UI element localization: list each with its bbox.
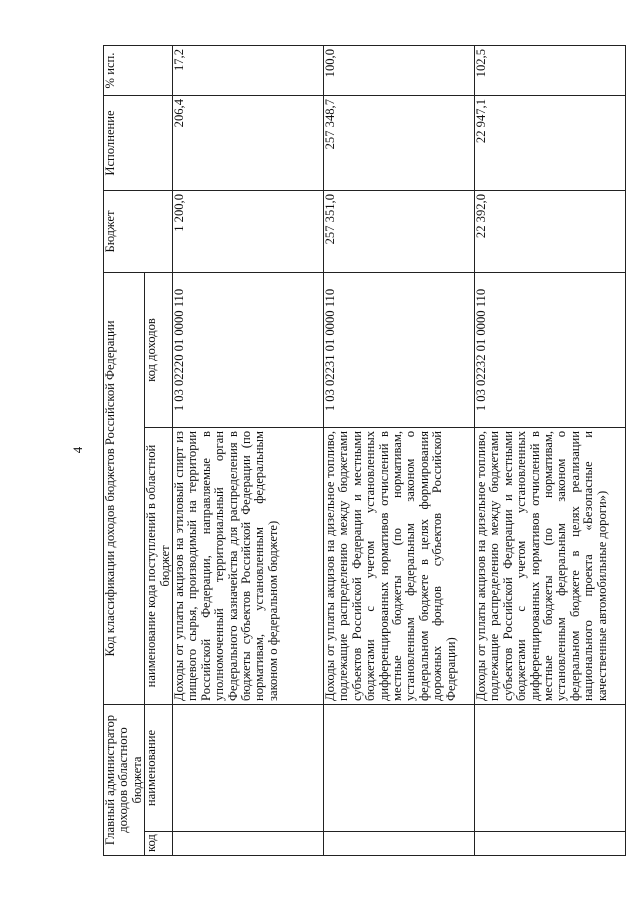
header-admin-code: код (145, 832, 173, 856)
row-budget: 22 392,0 (475, 191, 626, 273)
row-execution: 206,4 (173, 96, 324, 191)
row-description: Доходы от уплаты акцизов на дизельное топливо, подлежащие распределению между бюджетами субъектов Российской Федерации и местными бюджетами с учетом установленных дифференцированных нормативов отчислений в местные бюджеты (по нормативам, установленным федеральным законом о федеральном бюджете в целях формирования дорожных фондов субъектов Российской Федерации) (324, 428, 475, 705)
row-percent: 17,2 (173, 46, 324, 96)
table-row (475, 46, 626, 856)
header-budget: Бюджет (104, 191, 173, 273)
row-income-code: 1 03 02232 01 0000 110 (475, 273, 626, 428)
header-income-name: наименование кода поступлений в областной бюджет (145, 428, 173, 705)
row-percent: 102,5 (475, 46, 626, 96)
row-income-code: 1 03 02220 01 0000 110 (173, 273, 324, 428)
row-admin-code (324, 832, 475, 856)
row-execution: 257 348,7 (324, 96, 475, 191)
header-classification-group: Код классификации доходов бюджетов Российской Федерации (104, 273, 145, 705)
row-admin-name (475, 705, 626, 832)
header-admin-group: Главный администратор доходов областного бюджета (104, 705, 145, 856)
page-number: 4 (70, 446, 85, 454)
header-admin-name: наименование (145, 705, 173, 832)
row-budget: 257 351,0 (324, 191, 475, 273)
table-row (173, 46, 324, 856)
rotated-table-wrapper (103, 46, 609, 856)
table-row (324, 46, 475, 856)
row-percent: 100,0 (324, 46, 475, 96)
row-budget: 1 200,0 (173, 191, 324, 273)
row-income-code: 1 03 02231 01 0000 110 (324, 273, 475, 428)
revenue-table (103, 45, 626, 856)
row-admin-name (173, 705, 324, 832)
row-admin-code (475, 832, 626, 856)
header-percent: % исп. (104, 46, 173, 96)
row-admin-code (173, 832, 324, 856)
header-income-code: код доходов (145, 273, 173, 428)
row-execution: 22 947,1 (475, 96, 626, 191)
row-description: Доходы от уплаты акцизов на дизельное топливо, подлежащие распределению между бюджетами субъектов Российской Федерации и местными бюджетами с учетом установленных дифференцированных нормативов отчислений в местные бюджеты (по нормативам, установленным федеральным законом о федеральном бюджете в целях реализации национального проекта «Безопасные и качественные автомобильные дороги») (475, 428, 626, 705)
row-admin-name (324, 705, 475, 832)
row-description: Доходы от уплаты акцизов на этиловый спирт из пищевого сырья, производимый на территории Российской Федерации, направляемые в уполномоченный территориальный орган Федерального казначейства для распределения в бюджеты субъектов Российской Федерации (по нормативам, установленным федеральным законом о федеральном бюджете) (173, 428, 324, 705)
header-execution: Исполнение (104, 96, 173, 191)
table-header-row-1 (104, 46, 145, 856)
